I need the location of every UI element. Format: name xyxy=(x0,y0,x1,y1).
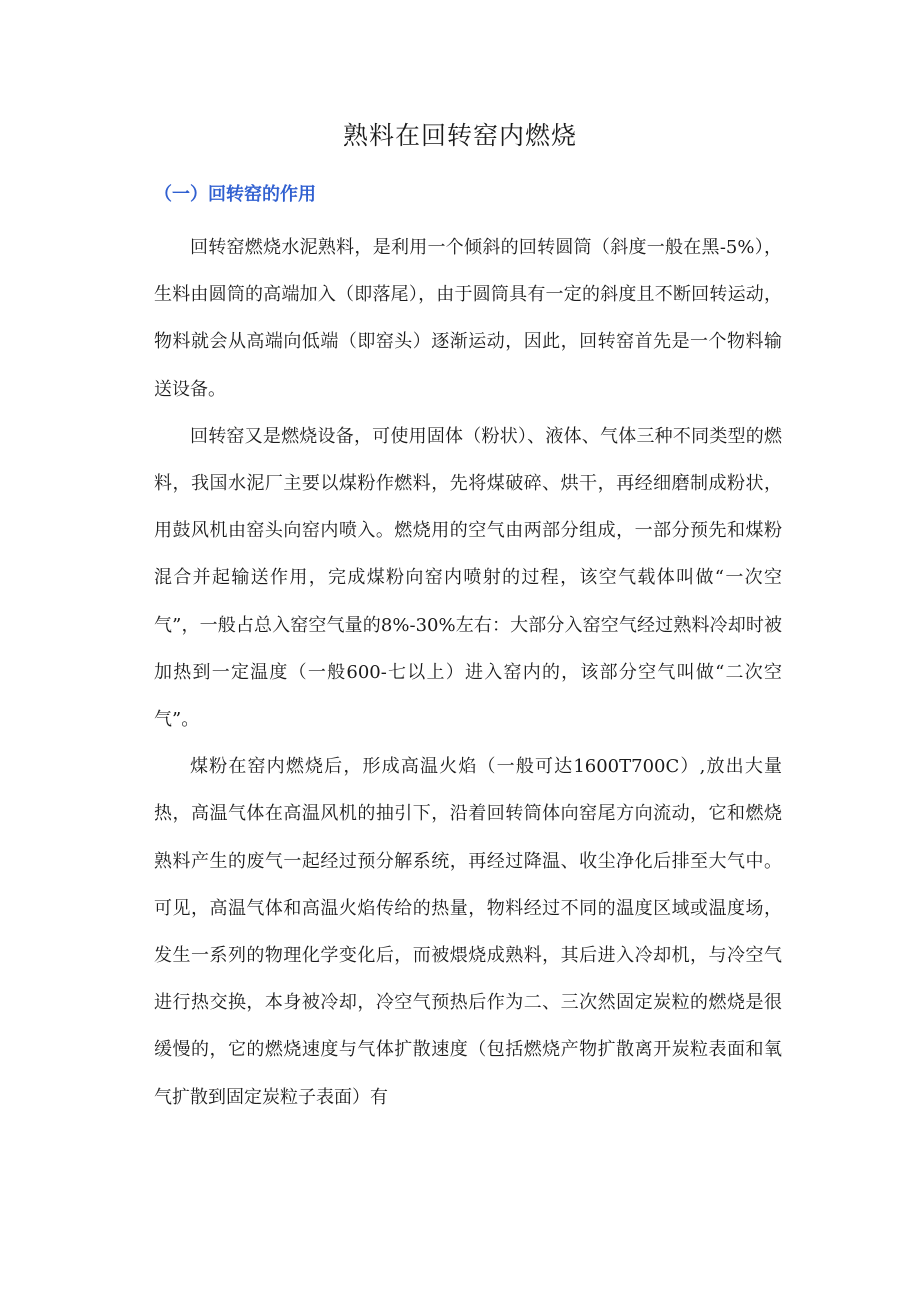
section-heading: （一）回转窑的作用 xyxy=(154,184,316,205)
paragraph: 回转窑燃烧水泥熟料，是利用一个倾斜的回转圆筒（斜度一般在黑-5%），生料由圆筒的高端加入（即落尾），由于圆筒具有一定的斜度且不断回转运动，物料就会从高端向低端（即窑头）逐渐运动，因此，回转窑首先是一个物料输送设备。 xyxy=(154,237,782,400)
paragraph: 煤粉在窑内燃烧后，形成高温火焰（一般可达1600T700C）,放出大量热，高温气体在高温风机的抽引下，沿着回转筒体向窑尾方向流动，它和燃烧熟料产生的废气一起经过预分解系统，再经过降温、收尘净化后排至大气中。可见，高温气体和高温火焰传给的热量，物料经过不同的温度区域或温度场，发生一系列的物理化学变化后，而被煨烧成熟料，其后进入冷却机，与冷空气进行热交换，本身被冷却，冷空气预热后作为二、三次然固定炭粒的燃烧是很缓慢的，它的燃烧速度与气体扩散速度（包括燃烧产物扩散离开炭粒表面和氧气扩散到固定炭粒子表面）有 xyxy=(154,756,782,1108)
page-title: 熟料在回转窑内燃烧 xyxy=(342,121,577,150)
body-text xyxy=(154,224,782,1121)
paragraph: 回转窑又是燃烧设备，可使用固体（粉状）、液体、气体三种不同类型的燃料，我国水泥厂主要以煤粉作燃料，先将煤破碎、烘干，再经细磨制成粉状，用鼓风机由窑头向窑内喷入。燃烧用的空气由两部分组成，一部分预先和煤粉混合并起输送作用，完成煤粉向窑内喷射的过程，该空气载体叫做“一次空气”，一般占总入窑空气量的8%-30%左右：大部分入窑空气经过熟料冷却时被加热到一定温度（一般600-七以上）进入窑内的，该部分空气叫做“二次空气”。 xyxy=(154,425,782,731)
